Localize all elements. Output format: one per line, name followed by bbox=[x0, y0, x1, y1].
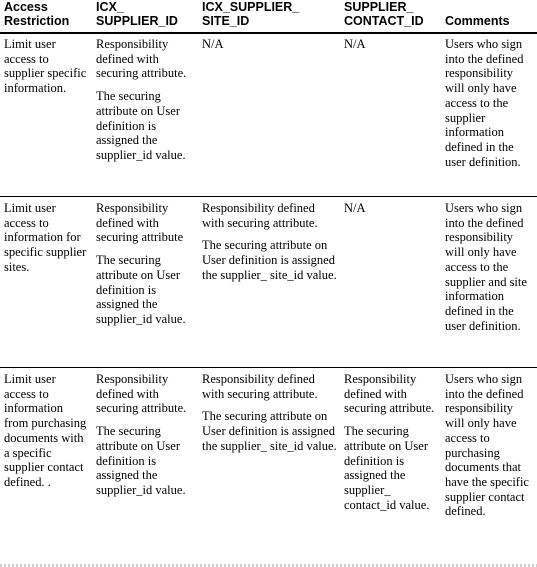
header-line: CONTACT_ID bbox=[344, 14, 424, 28]
cell-paragraph: The securing attribute on User definition is assigned the supplier_id value. bbox=[96, 424, 186, 497]
row-2-site-id bbox=[202, 201, 338, 283]
cell-paragraph: Responsibility defined with securing attribute. bbox=[202, 372, 318, 401]
cell-paragraph: The securing attribute on User definition is assigned the supplier_id value. bbox=[96, 89, 186, 162]
header-supplier-contact-id bbox=[344, 0, 440, 32]
row-2-comments bbox=[445, 201, 535, 333]
row-3-site-id bbox=[202, 372, 338, 454]
cell-paragraph: The securing attribute on User definition is assigned the supplier_id value. bbox=[96, 253, 186, 326]
header-line: Access bbox=[4, 0, 48, 14]
cell-text: Limit user access to supplier specific information. bbox=[4, 37, 87, 96]
row-1-restriction bbox=[4, 37, 90, 96]
row-1-site-id bbox=[202, 37, 338, 52]
cell-text: Limit user access to information from purchasing documents with a specific supplier contact defined. . bbox=[4, 372, 87, 489]
header-line: Comments bbox=[445, 14, 510, 28]
row-1-supplier-id bbox=[96, 37, 196, 163]
row-2-supplier-id bbox=[96, 201, 196, 327]
cell-paragraph: The securing attribute on User definition is assigned the supplier_ site_id value. bbox=[202, 409, 337, 453]
cell-paragraph: Responsibility defined with securing attribute. bbox=[96, 37, 187, 81]
header-line: SUPPLIER_ bbox=[344, 0, 414, 14]
cell-paragraph: N/A bbox=[344, 201, 366, 215]
row-3-supplier-id bbox=[96, 372, 196, 498]
cell-text: Users who sign into the defined responsibility will only have access to the supplier information defined in the user definition. bbox=[445, 37, 524, 169]
header-supplier-site-id bbox=[202, 0, 338, 32]
row-divider bbox=[0, 196, 537, 197]
cell-paragraph: Responsibility defined with securing attribute. bbox=[96, 372, 187, 416]
cell-paragraph: The securing attribute on User definition is assigned the supplier_ contact_id value. bbox=[344, 424, 430, 512]
row-divider bbox=[0, 367, 537, 368]
header-supplier-id bbox=[96, 0, 196, 32]
header-line: Restriction bbox=[4, 14, 70, 28]
header-line: ICX_ bbox=[96, 0, 124, 14]
row-1-comments bbox=[445, 37, 535, 169]
cell-text: Users who sign into the defined responsibility will only have access to purchasing documents that have the specific supplier contact defined. bbox=[445, 372, 529, 519]
cell-text: Users who sign into the defined responsibility will only have access to the supplier and site information defined in the user definition. bbox=[445, 201, 527, 333]
row-3-restriction bbox=[4, 372, 90, 490]
cell-paragraph: The securing attribute on User definition is assigned the supplier_ site_id value. bbox=[202, 238, 337, 282]
header-comments bbox=[445, 0, 535, 32]
row-3-contact-id bbox=[344, 372, 440, 512]
row-3-comments bbox=[445, 372, 535, 519]
row-2-restriction bbox=[4, 201, 90, 275]
cell-paragraph: N/A bbox=[202, 37, 224, 51]
row-1-contact-id bbox=[344, 37, 440, 52]
header-line: SUPPLIER_ID bbox=[96, 14, 178, 28]
row-2-contact-id bbox=[344, 201, 440, 216]
cell-text: Limit user access to information for specific supplier sites. bbox=[4, 201, 87, 274]
header-line bbox=[445, 0, 535, 14]
header-access-restriction bbox=[4, 0, 88, 32]
cell-paragraph: Responsibility defined with securing attribute. bbox=[202, 201, 318, 230]
cell-paragraph: Responsibility defined with securing attribute bbox=[96, 201, 184, 245]
header-line: SITE_ID bbox=[202, 14, 250, 28]
cell-paragraph: Responsibility defined with securing attribute. bbox=[344, 372, 435, 416]
header-rule bbox=[0, 32, 537, 34]
cell-paragraph: N/A bbox=[344, 37, 366, 51]
header-line: ICX_SUPPLIER_ bbox=[202, 0, 300, 14]
